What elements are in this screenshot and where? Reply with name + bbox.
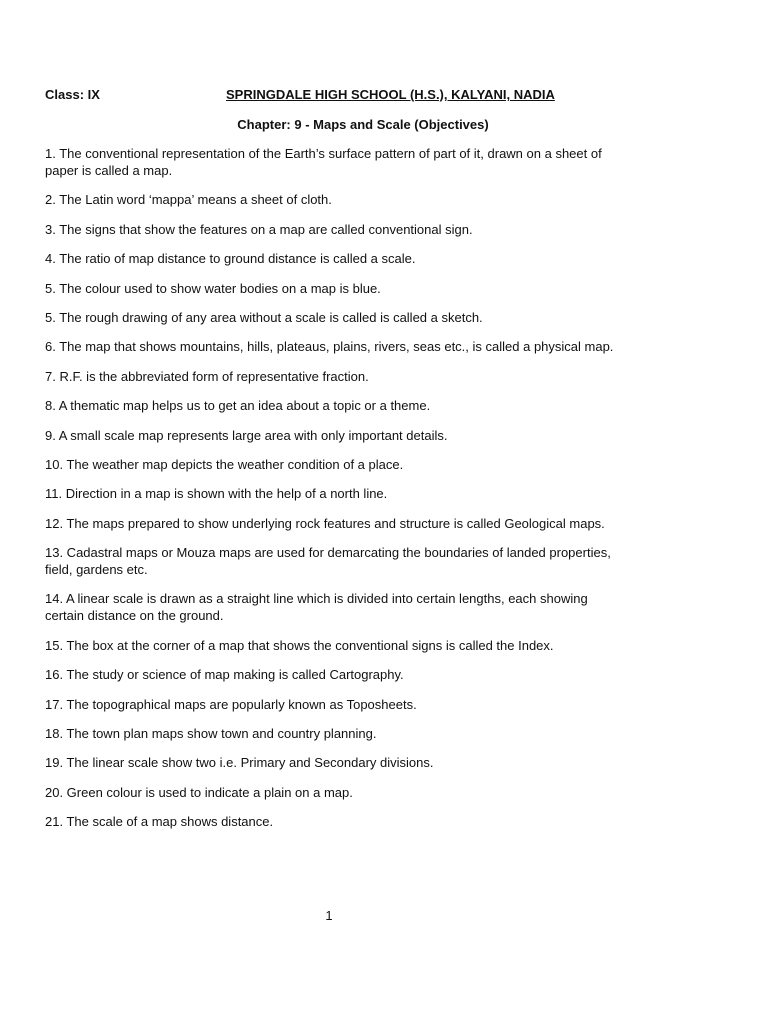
page-number: 1 bbox=[325, 908, 333, 923]
list-item: 9. A small scale map represents large area with only important details. bbox=[45, 427, 448, 443]
list-item: 13. Cadastral maps or Mouza maps are used for demarcating the boundaries of landed properties, field, gardens etc. bbox=[45, 545, 611, 578]
list-item: 17. The topographical maps are popularly known as Toposheets. bbox=[45, 696, 417, 712]
list-item: 6. The map that shows mountains, hills, plateaus, plains, rivers, seas etc., is called a physical map. bbox=[45, 339, 614, 355]
list-item: 7. R.F. is the abbreviated form of representative fraction. bbox=[45, 368, 369, 384]
list-item: 20. Green colour is used to indicate a plain on a map. bbox=[45, 784, 353, 800]
list-item: 21. The scale of a map shows distance. bbox=[45, 814, 274, 830]
list-item: 12. The maps prepared to show underlying rock features and structure is called Geological maps. bbox=[45, 515, 605, 531]
list-item: 11. Direction in a map is shown with the help of a north line. bbox=[45, 486, 388, 502]
list-item: 16. The study or science of map making is called Cartography. bbox=[45, 667, 404, 683]
list-item: 18. The town plan maps show town and country planning. bbox=[45, 726, 377, 742]
list-item: 3. The signs that show the features on a map are called conventional sign. bbox=[45, 221, 473, 237]
list-item: 19. The linear scale show two i.e. Primary and Secondary divisions. bbox=[45, 755, 434, 771]
list-item: 5. The rough drawing of any area without a scale is called is called a sketch. bbox=[45, 309, 483, 325]
class-label: Class: IX bbox=[45, 87, 100, 102]
school-name: SPRINGDALE HIGH SCHOOL (H.S.), KALYANI, NADIA bbox=[226, 87, 555, 102]
list-item: 14. A linear scale is drawn as a straight line which is divided into certain lengths, each showing certain distance on the ground. bbox=[45, 591, 588, 624]
list-item: 4. The ratio of map distance to ground distance is called a scale. bbox=[45, 251, 416, 267]
header-row bbox=[45, 87, 645, 105]
list-item: 2. The Latin word ‘mappa’ means a sheet of cloth. bbox=[45, 192, 332, 208]
objectives-list bbox=[45, 145, 620, 843]
list-item: 8. A thematic map helps us to get an idea about a topic or a theme. bbox=[45, 398, 431, 414]
chapter-title: Chapter: 9 - Maps and Scale (Objectives) bbox=[237, 117, 489, 132]
list-item: 5. The colour used to show water bodies on a map is blue. bbox=[45, 280, 381, 296]
list-item: 10. The weather map depicts the weather condition of a place. bbox=[45, 456, 404, 472]
list-item: 15. The box at the corner of a map that shows the conventional signs is called the Index. bbox=[45, 637, 554, 653]
list-item: 1. The conventional representation of the Earth’s surface pattern of part of it, drawn on a sheet of paper is called a map. bbox=[45, 146, 602, 178]
